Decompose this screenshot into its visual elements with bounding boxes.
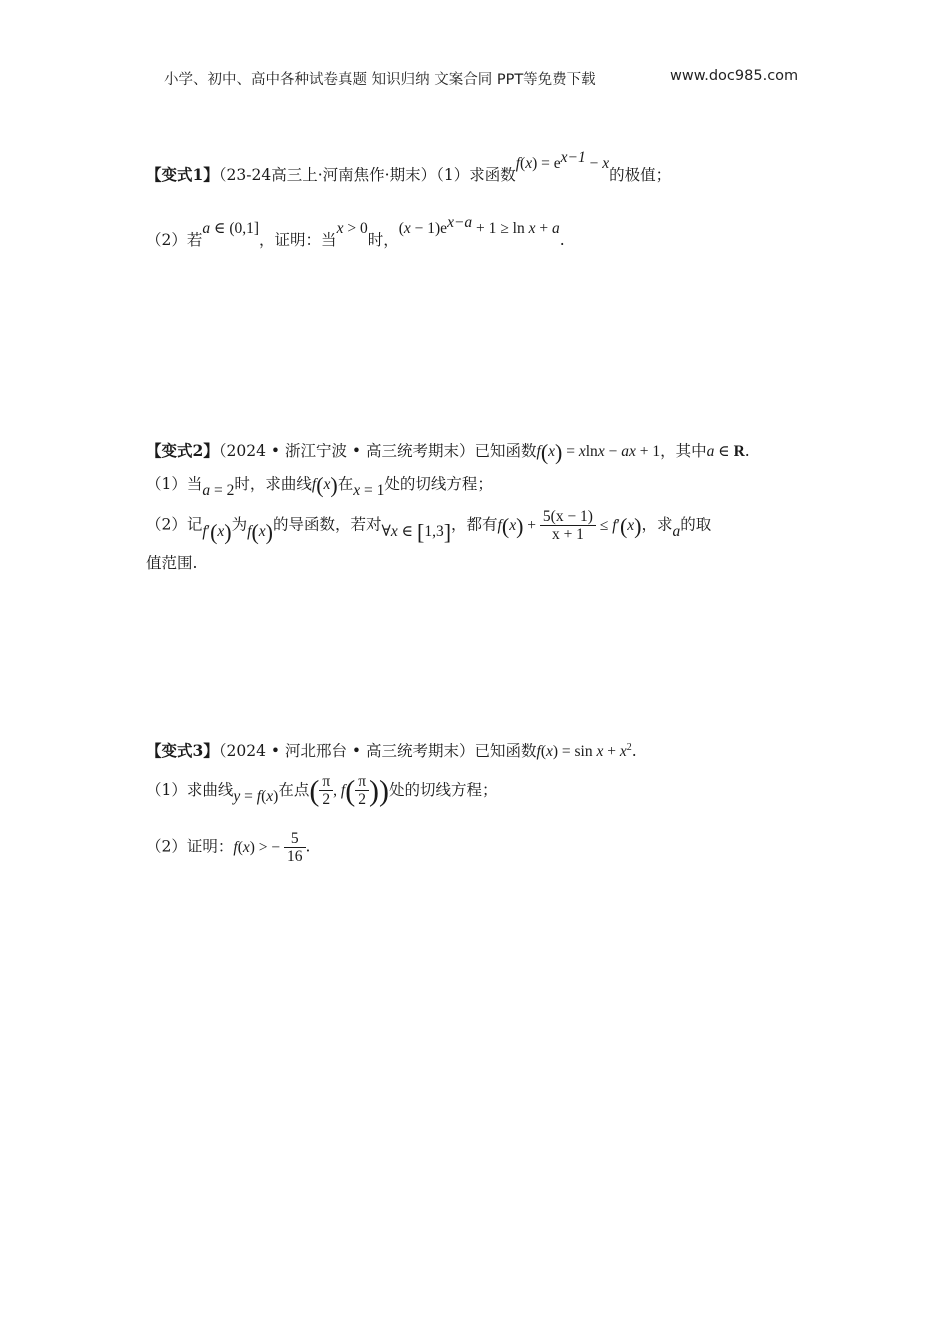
problem2-part2-d: ，都有 <box>451 515 498 534</box>
problem2-label: 【变式2】 <box>146 440 219 460</box>
problem2-cond: a ∈ R <box>706 442 745 460</box>
problem2-part2-var: a <box>672 522 681 540</box>
problem1-part2-b: ，证明：当 <box>259 231 337 250</box>
problem1-source: （23-24高三上·河南焦作·期末） <box>218 166 437 185</box>
problem3-formula-end: . <box>631 742 637 760</box>
problem3-part1-a: （1）求曲线 <box>146 780 234 799</box>
problem1-line1 <box>146 149 806 186</box>
problem2-line1 <box>146 438 806 466</box>
problem1-cond2: x > 0 <box>336 220 368 238</box>
problem1-part2-c: 时， <box>367 231 399 250</box>
problem2-line4 <box>146 554 806 573</box>
problem1-part1-intro: （1）求函数 <box>436 166 516 185</box>
problem3-part2-end: . <box>305 837 311 856</box>
problem1-ineq: $(x - 1)e^{x-a} + 1 \ge \ln x + a$ <box>398 214 560 238</box>
problem2-part1-d: 处的切线方程； <box>384 474 493 493</box>
problem1-part1-tail: 的极值； <box>609 166 672 185</box>
problem2-part2-e: ，求 <box>641 515 673 534</box>
problem3-line3 <box>146 830 806 865</box>
problem2-part2-b: 为 <box>231 515 248 534</box>
problem2-ineq-den: x + 1 <box>551 526 584 544</box>
problem1-part2-a: （2）若 <box>146 231 203 250</box>
problem2-ineq: f(x) + $\frac{5(x - 1)}{x + 1}$ ≤ f′(x) <box>497 508 642 544</box>
problem2-part2-c: 的导函数，若对 <box>273 515 382 534</box>
problem3-line1 <box>146 741 806 761</box>
problem2-part2-g: 值范围. <box>146 554 198 572</box>
problem3-line2 <box>146 772 806 810</box>
problem2-part2-f: 的取 <box>680 515 712 534</box>
problem2-part1-pt: x = 1 <box>353 481 385 499</box>
problem1-label: 【变式1】 <box>146 165 219 185</box>
problem2-line3 <box>146 508 806 543</box>
problem3-point: ( $\frac{\pi}{2}$ , f( $\frac{\pi}{2}$ )) <box>309 773 390 809</box>
problem3-part1-curve: y = f(x) <box>233 787 279 805</box>
problem3-ineq: f(x) > − $\frac{5}{16}$ <box>233 838 305 856</box>
problem3-label: 【变式3】 <box>146 741 219 760</box>
problem2-cond-a: ，其中 <box>660 441 707 460</box>
problem3-formula: $f(x) = \sin x + x^2$ <box>536 741 632 760</box>
problem3-part1-b: 在点 <box>278 780 310 799</box>
problem3-part2-a: （2）证明： <box>146 837 234 856</box>
problem2-part2-a: （2）记 <box>146 515 203 534</box>
problem2-part2-fp: f′(x) <box>202 518 232 544</box>
problem2-line2 <box>146 471 806 499</box>
problem2-formula: f(x) = xlnx − ax + 1 <box>536 439 661 464</box>
problem2-part1-c: 在 <box>337 474 354 493</box>
problem2-part1-b: 时，求曲线 <box>234 474 312 493</box>
problem1-cond1: a ∈ (0,1] <box>202 220 260 238</box>
problem2-part2-fx: f(x) <box>247 518 273 544</box>
problem2-cond-end: . <box>744 441 750 460</box>
problem3-source: （2024 • 河北邢台 • 高三统考期末）已知函数 <box>218 742 537 760</box>
problem1-part1-formula: $f(x) = e^{x-1} - x$ <box>515 149 610 173</box>
problem2-source: （2024 • 浙江宁波 • 高三统考期末）已知函数 <box>218 441 537 460</box>
problem1-part2-end: . <box>559 231 565 250</box>
problem2-part1-fx: f(x) <box>311 472 338 497</box>
problem2-part1-a: （1）当 <box>146 474 203 493</box>
problem1-line2 <box>146 214 806 251</box>
problem2-ineq-num: 5(x − 1) <box>540 508 596 526</box>
problem2-part2-range: ∀x ∈ [1,3] <box>381 518 452 544</box>
header-site-text: 小学、初中、高中各种试卷真题 知识归纳 文案合同 PPT等免费下载 <box>164 72 596 88</box>
header-url: www.doc985.com <box>670 68 799 84</box>
problem2-part1-val: a = 2 <box>202 481 235 499</box>
problem3-part1-c: 处的切线方程； <box>389 780 498 799</box>
